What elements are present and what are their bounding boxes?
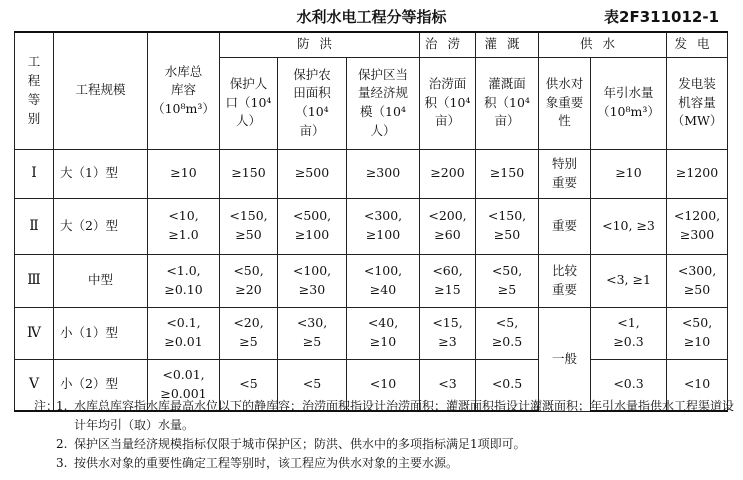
header-protect-farmland: 保护农 田面积（10⁴ 亩） bbox=[278, 57, 347, 149]
header-group-supply: 供水 bbox=[539, 32, 667, 57]
cell-protect-population: ≥150 bbox=[220, 149, 278, 198]
grading-table bbox=[14, 31, 728, 412]
header-grade: 工 程 等 别 bbox=[15, 32, 54, 149]
row-scale: 小（1）型 bbox=[54, 307, 148, 359]
cell-supply-importance: 特别 重要 bbox=[539, 149, 591, 198]
header-row-1 bbox=[15, 32, 728, 57]
cell-irrigation-area: <0.5 bbox=[476, 359, 539, 411]
header-annual-water: 年引水量 （10⁸m³） bbox=[591, 57, 667, 149]
cell-protect-population: <20, ≥5 bbox=[220, 307, 278, 359]
header-group-irrigation: 灌溉 bbox=[476, 32, 539, 57]
cell-protect-economy: <300, ≥100 bbox=[347, 198, 420, 254]
row-scale: 小（2）型 bbox=[54, 359, 148, 411]
cell-supply-importance: 比较 重要 bbox=[539, 254, 591, 307]
cell-power-capacity: <1200, ≥300 bbox=[667, 198, 728, 254]
cell-drain-area: ≥200 bbox=[420, 149, 476, 198]
cell-power-capacity: ≥1200 bbox=[667, 149, 728, 198]
row-grade: Ⅴ bbox=[15, 359, 54, 411]
header-group-power: 发电 bbox=[667, 32, 728, 57]
header-group-flood: 防洪 bbox=[220, 32, 420, 57]
cell-power-capacity: <50, ≥10 bbox=[667, 307, 728, 359]
note-text: 按供水对象的重要性确定工程等别时，该工程应为供水对象的主要水源。 bbox=[74, 456, 459, 470]
cell-protect-population: <150, ≥50 bbox=[220, 198, 278, 254]
cell-annual-water: <3, ≥1 bbox=[591, 254, 667, 307]
note-item bbox=[34, 454, 734, 473]
note-number: 1. bbox=[56, 399, 68, 413]
cell-drain-area: <200, ≥60 bbox=[420, 198, 476, 254]
cell-supply-importance: 一般 bbox=[539, 307, 591, 411]
note-item bbox=[34, 435, 734, 454]
header-protect-economy: 保护区当 量经济规 模（10⁴ 人） bbox=[347, 57, 420, 149]
cell-storage: <0.1, ≥0.01 bbox=[148, 307, 220, 359]
cell-supply-importance: 重要 bbox=[539, 198, 591, 254]
row-grade: Ⅰ bbox=[15, 149, 54, 198]
cell-storage: <0.01, ≥0.001 bbox=[148, 359, 220, 411]
header-group-drain: 治涝 bbox=[420, 32, 476, 57]
cell-protect-economy: ≥300 bbox=[347, 149, 420, 198]
note-text: 保护区当量经济规模指标仅限于城市保护区；防洪、供水中的多项指标满足1项即可。 bbox=[74, 437, 526, 451]
cell-power-capacity: <300, ≥50 bbox=[667, 254, 728, 307]
cell-protect-economy: <100, ≥40 bbox=[347, 254, 420, 307]
table-row bbox=[15, 149, 728, 198]
cell-protect-population: <50, ≥20 bbox=[220, 254, 278, 307]
header-storage: 水库总 库容 （10⁸m³） bbox=[148, 32, 220, 149]
cell-irrigation-area: ≥150 bbox=[476, 149, 539, 198]
cell-annual-water: <10, ≥3 bbox=[591, 198, 667, 254]
cell-protect-economy: <10 bbox=[347, 359, 420, 411]
note-number: 2. bbox=[56, 437, 68, 451]
cell-irrigation-area: <50, ≥5 bbox=[476, 254, 539, 307]
cell-drain-area: <60, ≥15 bbox=[420, 254, 476, 307]
row-grade: Ⅱ bbox=[15, 198, 54, 254]
cell-protect-farmland: <100, ≥30 bbox=[278, 254, 347, 307]
cell-protect-farmland: <5 bbox=[278, 359, 347, 411]
cell-storage: <10, ≥1.0 bbox=[148, 198, 220, 254]
header-supply-importance: 供水对 象重要 性 bbox=[539, 57, 591, 149]
cell-protect-farmland: ≥500 bbox=[278, 149, 347, 198]
note-text: 水库总库容指水库最高水位以下的静库容；治涝面积指设计治涝面积；灌溉面积指设计灌溉面积；年引水量指供水工程渠道设计年均引（取）水量。 bbox=[74, 399, 735, 432]
cell-drain-area: <15, ≥3 bbox=[420, 307, 476, 359]
cell-protect-farmland: <30, ≥5 bbox=[278, 307, 347, 359]
notes-block bbox=[34, 397, 734, 473]
notes-lead: 注： bbox=[34, 399, 59, 413]
cell-annual-water: <0.3 bbox=[591, 359, 667, 411]
header-irrigation-area: 灌溉面 积（10⁴ 亩） bbox=[476, 57, 539, 149]
row-grade: Ⅲ bbox=[15, 254, 54, 307]
cell-protect-population: <5 bbox=[220, 359, 278, 411]
header-drain-area: 治涝面 积（10⁴ 亩） bbox=[420, 57, 476, 149]
row-scale: 大（2）型 bbox=[54, 198, 148, 254]
table-row bbox=[15, 307, 728, 359]
cell-power-capacity: <10 bbox=[667, 359, 728, 411]
note-item bbox=[34, 397, 734, 435]
cell-annual-water: <1, ≥0.3 bbox=[591, 307, 667, 359]
table-title: 水利水电工程分等指标 bbox=[296, 8, 447, 26]
note-number: 3. bbox=[56, 456, 68, 470]
row-grade: Ⅳ bbox=[15, 307, 54, 359]
table-id: 表2F311012-1 bbox=[604, 8, 719, 26]
header-protect-population: 保护人 口（10⁴ 人） bbox=[220, 57, 278, 149]
cell-annual-water: ≥10 bbox=[591, 149, 667, 198]
header-scale: 工程规模 bbox=[54, 32, 148, 149]
cell-irrigation-area: <150, ≥50 bbox=[476, 198, 539, 254]
cell-irrigation-area: <5, ≥0.5 bbox=[476, 307, 539, 359]
cell-drain-area: <3 bbox=[420, 359, 476, 411]
row-scale: 中型 bbox=[54, 254, 148, 307]
table-row bbox=[15, 198, 728, 254]
row-scale: 大（1）型 bbox=[54, 149, 148, 198]
header-power-capacity: 发电装 机容量 （MW） bbox=[667, 57, 728, 149]
table-row bbox=[15, 254, 728, 307]
cell-storage: <1.0, ≥0.10 bbox=[148, 254, 220, 307]
cell-protect-economy: <40, ≥10 bbox=[347, 307, 420, 359]
cell-storage: ≥10 bbox=[148, 149, 220, 198]
cell-protect-farmland: <500, ≥100 bbox=[278, 198, 347, 254]
